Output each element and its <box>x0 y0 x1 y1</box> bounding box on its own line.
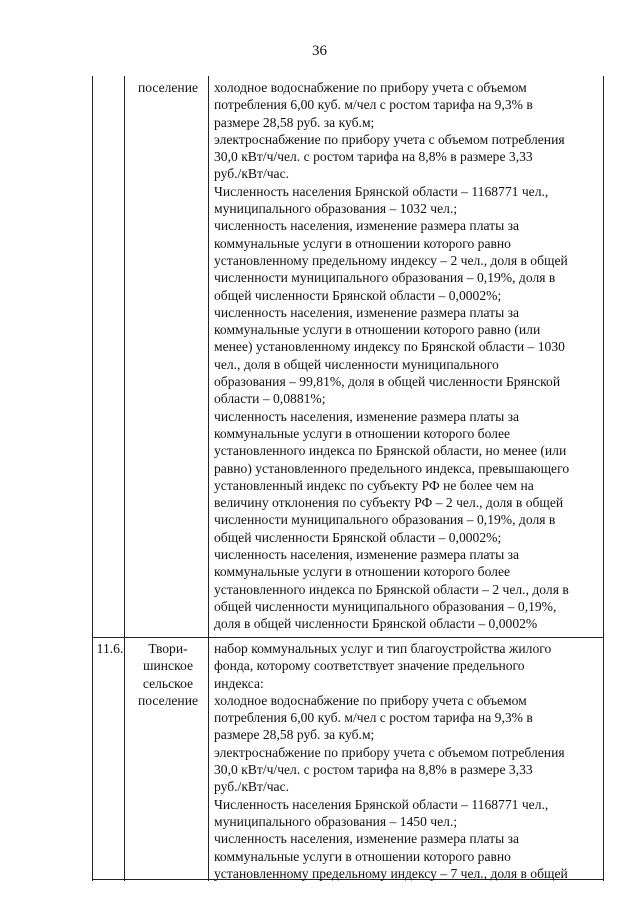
text-line: установленному предельному индексу – 2 чел., доля в общей <box>214 252 568 268</box>
text-line: коммунальные услуги в отношении которого более <box>214 564 511 580</box>
text-line: общей численности Брянской области – 0,0002%; <box>214 529 502 545</box>
text-line: набор коммунальных услуг и тип благоустройства жилого <box>214 641 552 656</box>
text-line: установленному предельному индексу – 7 чел., доля в общей <box>214 865 568 881</box>
text-line: потребления 6,00 куб. м/чел с ростом тарифа на 9,3% в <box>214 97 533 113</box>
text-line: Численность населения Брянской области – 1168771 чел., <box>214 183 549 199</box>
page-number: 36 <box>312 43 327 59</box>
text-line: электроснабжение по прибору учета с объемом потребления <box>214 131 565 147</box>
text-line: численность населения, изменение размера платы за <box>214 831 520 847</box>
row-divider <box>93 637 603 638</box>
text-line: размере 28,58 руб. за куб.м; <box>214 114 375 130</box>
text-line: установленного индекса по Брянской области, но менее (или <box>214 443 567 459</box>
row-description <box>214 640 604 882</box>
text-line: общей численности муниципального образования – 0,19%, <box>214 598 557 614</box>
text-line: чел., доля в общей численности муниципального <box>214 356 499 372</box>
text-line: коммунальные услуги в отношении которого равно <box>214 848 511 864</box>
settlement-name-line: поселение <box>137 692 199 708</box>
text-line: численность населения, изменение размера платы за <box>214 547 520 563</box>
text-line: муниципального образования – 1450 чел.; <box>214 813 458 829</box>
text-line: численность населения, изменение размера платы за <box>214 218 520 234</box>
text-line: менее) установленному индексу по Брянской области – 1030 <box>214 339 565 355</box>
text-line: холодное водоснабжение по прибору учета с объемом <box>214 692 527 708</box>
table <box>92 76 604 881</box>
text-line: образования – 99,81%, доля в общей численности Брянской <box>214 374 561 390</box>
text-line: численность населения, изменение размера платы за <box>214 304 520 320</box>
text-line: области – 0,0881%; <box>214 391 326 407</box>
settlement-name-line: шинское <box>143 658 193 674</box>
settlement-name <box>128 640 208 709</box>
text-line: установленного индекса по Брянской области – 2 чел., доля в <box>214 581 569 597</box>
column-divider <box>208 76 209 881</box>
text-line: доля в общей численности Брянской области – 0,0002% <box>214 616 538 632</box>
text-line: фонда, которому соответствует значение предельного <box>214 658 525 674</box>
text-line: установленный индекс по субъекту РФ не более чем на <box>214 477 534 493</box>
text-line: 30,0 кВт/ч/чел. с ростом тарифа на 8,8% в размере 3,33 <box>214 762 533 778</box>
text-line: коммунальные услуги в отношении которого равно <box>214 235 511 251</box>
settlement-name <box>128 79 208 96</box>
text-line: индекса: <box>214 675 264 691</box>
text-line: муниципального образования – 1032 чел.; <box>214 201 458 217</box>
text-line: руб./кВт/час. <box>214 779 290 795</box>
text-line: равно) установленного предельного индекса, превышающего <box>214 460 570 476</box>
text-line: потребления 6,00 куб. м/чел с ростом тарифа на 9,3% в <box>214 710 533 726</box>
text-line: размере 28,58 руб. за куб.м; <box>214 727 375 743</box>
text-line: холодное водоснабжение по прибору учета с объемом <box>214 80 527 95</box>
text-line: численности муниципального образования – 0,19%, доля в <box>214 270 556 286</box>
text-line: величину отклонения по субъекту РФ – 2 чел., доля в общей <box>214 495 564 511</box>
column-divider <box>124 76 125 881</box>
settlement-name-line: сельское <box>142 675 194 691</box>
text-line: электроснабжение по прибору учета с объемом потребления <box>214 744 565 760</box>
settlement-name-line: Твори- <box>148 641 188 656</box>
row-description <box>214 79 604 633</box>
text-line: 30,0 кВт/ч/чел. с ростом тарифа на 8,8% в размере 3,33 <box>214 149 533 165</box>
settlement-name-line: поселение <box>137 80 199 95</box>
text-line: коммунальные услуги в отношении которого равно (или <box>214 322 541 338</box>
text-line: коммунальные услуги в отношении которого более <box>214 425 511 441</box>
text-line: численности муниципального образования – 0,19%, доля в <box>214 512 556 528</box>
text-line: руб./кВт/час. <box>214 166 290 182</box>
row-number: 11.6. <box>96 641 124 656</box>
text-line: общей численности Брянской области – 0,0002%; <box>214 287 502 303</box>
text-line: численность населения, изменение размера платы за <box>214 408 520 424</box>
text-line: Численность населения Брянской области – 1168771 чел., <box>214 796 549 812</box>
